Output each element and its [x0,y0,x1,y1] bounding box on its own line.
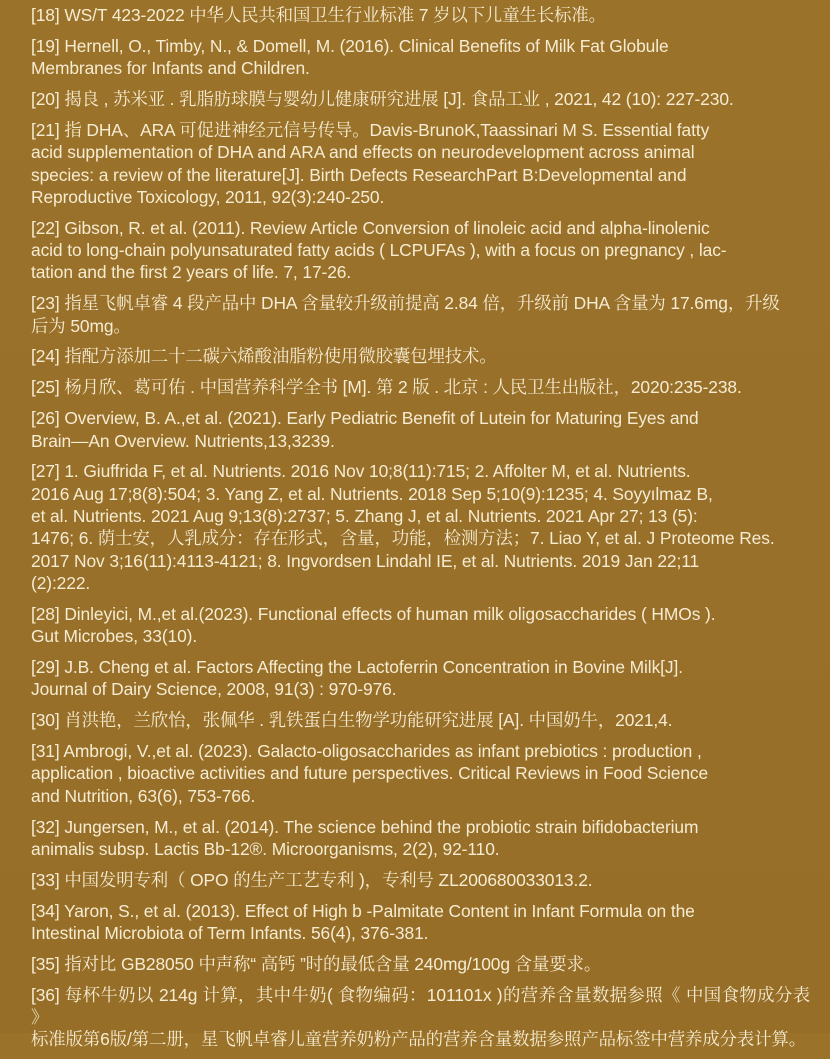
reference-item: [26] Overview, B. A.,et al. (2021). Early Pediatric Benefit of Lutein for Maturing Eyes and Brain—An Overview. Nutrients,13,3239. [31,408,699,451]
reference-item: [20] 揭良 , 苏米亚 . 乳脂肪球膜与婴幼儿健康研究进展 [J]. 食品工业 , 2021, 42 (10): 227-230. [31,89,734,110]
reference-item: [31] Ambrogi, V.,et al. (2023). Galacto-oligosaccharides as infant prebiotics : production , application , bioactive activities and future perspectives. Critical Reviews in Food Science and Nutrition, 63(6), 753-766. [31,741,709,806]
reference-item: [23] 指星飞帆卓睿 4 段产品中 DHA 含量较升级前提高 2.84 倍，升级前 DHA 含量为 17.6mg，升级 后为 50mg。 [31,293,780,336]
reference-item: [24] 指配方添加二十二碳六烯酸油脂粉使用微胶囊包埋技术。 [31,346,497,367]
reference-item: [27] 1. Giuffrida F, et al. Nutrients. 2016 Nov 10;8(11):715; 2. Affolter M, et al. Nutrients. 2016 Aug 17;8(8):504; 3. Yang Z, et al. Nutrients. 2018 Sep 5;10(9):1235; 4. Soyyılmaz B, et al. Nutrients. 2021 Aug 9;13(8):2737; 5. Zhang J, et al. Nutrients. 2021 Apr 27; 13 (5): 1476; 6. 荫士安，人乳成分：存在形式，含量，功能，检测方法；7. Liao Y, et al. J Proteome Res. 2017 Nov 3;16(11):4113-4121; 8. Ingvordsen Lindahl IE, et al. Nutrients. 2019 Jan 22;11 (2):222. [31,461,775,593]
reference-item: [33] 中国发明专利（ OPO 的生产工艺专利 )，专利号 ZL200680033013.2. [31,869,593,890]
reference-item: [30] 肖洪艳，兰欣怡，张佩华 . 乳铁蛋白生物学功能研究进展 [A]. 中国奶牛，2021,4. [31,710,673,731]
reference-item: [29] J.B. Cheng et al. Factors Affecting the Lactoferrin Concentration in Bovine Milk[J]. Journal of Dairy Science, 2008, 91(3) : 970-976. [31,656,683,700]
reference-item: [22] Gibson, R. et al. (2011). Review Article Conversion of linoleic acid and alpha-linolenic acid to long-chain polyunsaturated fatty acids ( LCPUFAs ), with a focus on pregnancy , lac- tation and the first 2 years of life. 7, 17-26. [31,217,727,283]
reference-item: [36] 每杯牛奶以 214g 计算，其中牛奶( 食物编码：101101x )的营养含量数据参照《 中国食物成分表 》 标准版第6版/第二册，星飞帆卓睿儿童营养奶粉产品的营养含量数据参照产品标签中营养成分表计算。 [31,984,810,1050]
reference-list [0,4,830,1059]
reference-item: [25] 杨月欣、葛可佑 . 中国营养科学全书 [M]. 第 2 版 . 北京 : 人民卫生出版社，2020:235-238. [31,377,742,398]
reference-item: [32] Jungersen, M., et al. (2014). The science behind the probiotic strain bifidobacterium animalis subsp. Lactis Bb-12®. Microorganisms, 2(2), 92-110. [31,816,699,859]
reference-item: [18] WS/T 423-2022 中华人民共和国卫生行业标准 7 岁以下儿童生长标准。 [31,5,606,25]
reference-item: [35] 指对比 GB28050 中声称“ 高钙 ”时的最低含量 240mg/100g 含量要求。 [31,953,602,974]
reference-item: [28] Dinleyici, M.,et al.(2023). Functional effects of human milk oligosaccharides ( HMOs ). Gut Microbes, 33(10). [31,603,716,647]
reference-item: [34] Yaron, S., et al. (2013). Effect of High b -Palmitate Content in Infant Formula on the Intestinal Microbiota of Term Infants. 56(4), 376-381. [31,900,695,943]
reference-item: [19] Hernell, O., Timby, N., & Domell, M. (2016). Clinical Benefits of Milk Fat Globule Membranes for Infants and Children. [31,35,669,79]
reference-item: [21] 指 DHA、ARA 可促进神经元信号传导。Davis-BrunoK,Taassinari M S. Essential fatty acid supplementation of DHA and ARA and effects on neurodevelopment across animal species: a review of the literature[J]. Birth Defects ResearchPart B:Developmental and Reproductive Toxicology, 2011, 92(3):240-250. [31,119,710,207]
